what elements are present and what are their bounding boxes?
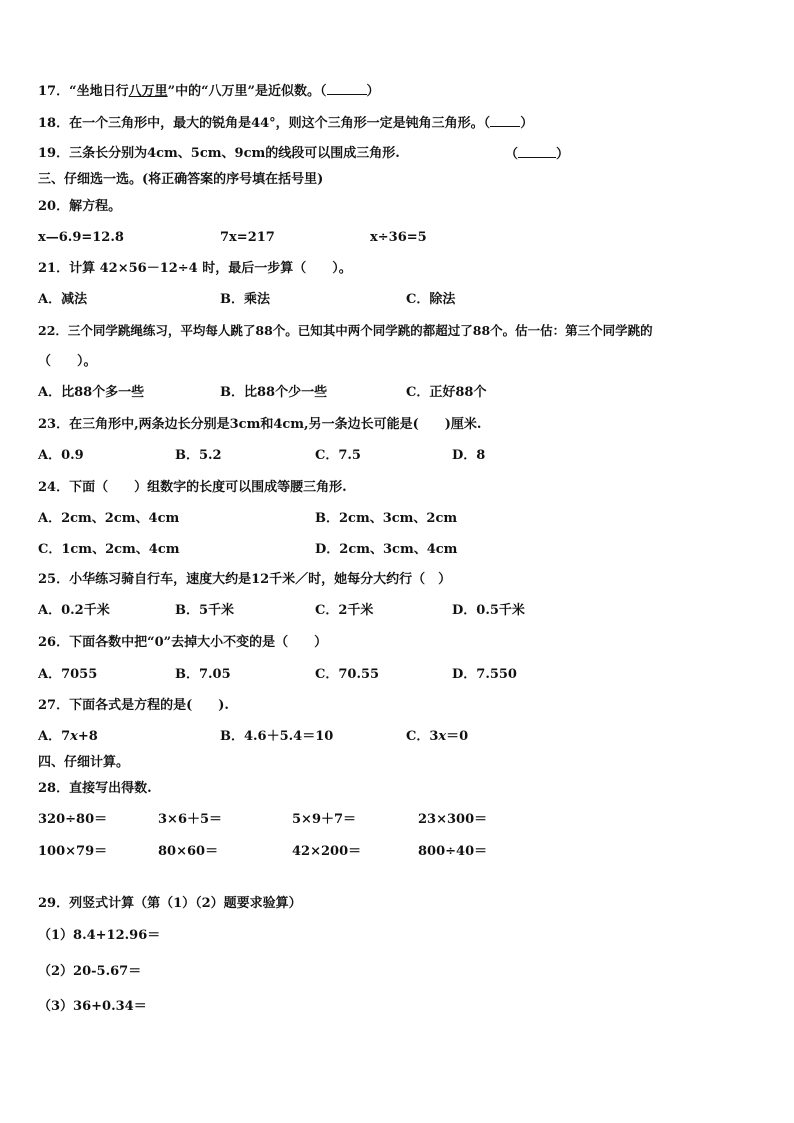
- calc-item: 42×200＝: [292, 844, 362, 859]
- problem-2: （2）20-5.67＝: [38, 964, 142, 979]
- question-19: 19．三条长分别为4cm、5cm、9cm的线段可以围成三角形.: [38, 146, 400, 161]
- question-19-answer: （ ）: [505, 147, 570, 162]
- question-24: 24．下面（ ）组数字的长度可以围成等腰三角形.: [38, 480, 347, 495]
- option-a[interactable]: A．0.9: [38, 448, 84, 463]
- question-17: 17．“坐地日行八万里”中的“八万里”是近似数。（ ）: [38, 84, 380, 99]
- option-d[interactable]: D．0.5千米: [452, 603, 525, 618]
- section-4-heading: 四、仔细计算。: [38, 755, 130, 770]
- answer-blank[interactable]: [490, 114, 520, 127]
- question-29: 29．列竖式计算（第（1）（2）题要求验算）: [38, 896, 302, 911]
- option-b[interactable]: B．4.6＋5.4＝10: [220, 729, 334, 744]
- option-d[interactable]: D．2cm、3cm、4cm: [315, 542, 458, 557]
- equation-3: x÷36=5: [370, 230, 427, 245]
- option-c[interactable]: C．3x＝0: [406, 729, 469, 744]
- question-21: 21．计算 42×56－12÷4 时，最后一步算（ ）。: [38, 261, 352, 276]
- option-c[interactable]: C．70.55: [315, 667, 380, 682]
- option-b[interactable]: B．比88个少一些: [220, 385, 328, 400]
- option-d[interactable]: D．7.550: [452, 667, 517, 682]
- option-b[interactable]: B．5.2: [175, 448, 222, 463]
- option-c[interactable]: C．2千米: [315, 603, 374, 618]
- option-b[interactable]: B．7.05: [175, 667, 231, 682]
- section-3-heading: 三、仔细选一选。(将正确答案的序号填在括号里): [38, 172, 324, 187]
- option-a[interactable]: A．比88个多一些: [38, 385, 145, 400]
- equation-1: x—6.9=12.8: [38, 230, 124, 245]
- calc-item: 100×79＝: [38, 844, 108, 859]
- option-d[interactable]: D．8: [452, 448, 486, 463]
- option-b[interactable]: B．5千米: [175, 603, 235, 618]
- problem-3: （3）36+0.34＝: [38, 999, 147, 1014]
- calc-item: 23×300＝: [418, 812, 488, 827]
- question-23: 23．在三角形中,两条边长分别是3cm和4cm,另一条边长可能是( )厘米.: [38, 417, 482, 432]
- question-18: 18．在一个三角形中，最大的锐角是44°，则这个三角形一定是钝角三角形。（ ）: [38, 116, 534, 131]
- option-b[interactable]: B．2cm、3cm、2cm: [315, 511, 458, 526]
- option-c[interactable]: C．1cm、2cm、4cm: [38, 542, 180, 557]
- calc-item: 3×6＋5＝: [158, 812, 223, 827]
- answer-blank[interactable]: [518, 145, 556, 158]
- calc-item: 80×60＝: [158, 844, 219, 859]
- option-a[interactable]: A．减法: [38, 292, 88, 307]
- option-a[interactable]: A．7055: [38, 667, 98, 682]
- question-22: 22．三个同学跳绳练习，平均每人跳了88个。已知其中两个同学跳的都超过了88个。估一估：第三个同学跳的: [38, 323, 653, 338]
- question-20: 20．解方程。: [38, 199, 122, 214]
- option-a[interactable]: A．7x+8: [38, 729, 98, 744]
- equation-2: 7x=217: [220, 230, 275, 245]
- question-22-cont: （ ）。: [38, 354, 97, 369]
- calc-item: 320÷80＝: [38, 812, 108, 827]
- problem-1: （1）8.4+12.96＝: [38, 928, 161, 943]
- option-b[interactable]: B．乘法: [220, 292, 270, 307]
- option-c[interactable]: C．除法: [406, 292, 456, 307]
- question-28: 28．直接写出得数.: [38, 781, 152, 796]
- question-25: 25．小华练习骑自行车，速度大约是12千米／时，她每分大约行（ ）: [38, 572, 452, 587]
- option-c[interactable]: C．正好88个: [406, 385, 487, 400]
- question-26: 26．下面各数中把“0”去掉大小不变的是（ ）: [38, 635, 328, 650]
- option-c[interactable]: C．7.5: [315, 448, 361, 463]
- option-a[interactable]: A．2cm、2cm、4cm: [38, 511, 180, 526]
- answer-blank[interactable]: [327, 82, 367, 95]
- calc-item: 800÷40＝: [418, 844, 488, 859]
- option-a[interactable]: A．0.2千米: [38, 603, 110, 618]
- question-27: 27．下面各式是方程的是( ).: [38, 698, 229, 713]
- calc-item: 5×9＋7＝: [292, 812, 357, 827]
